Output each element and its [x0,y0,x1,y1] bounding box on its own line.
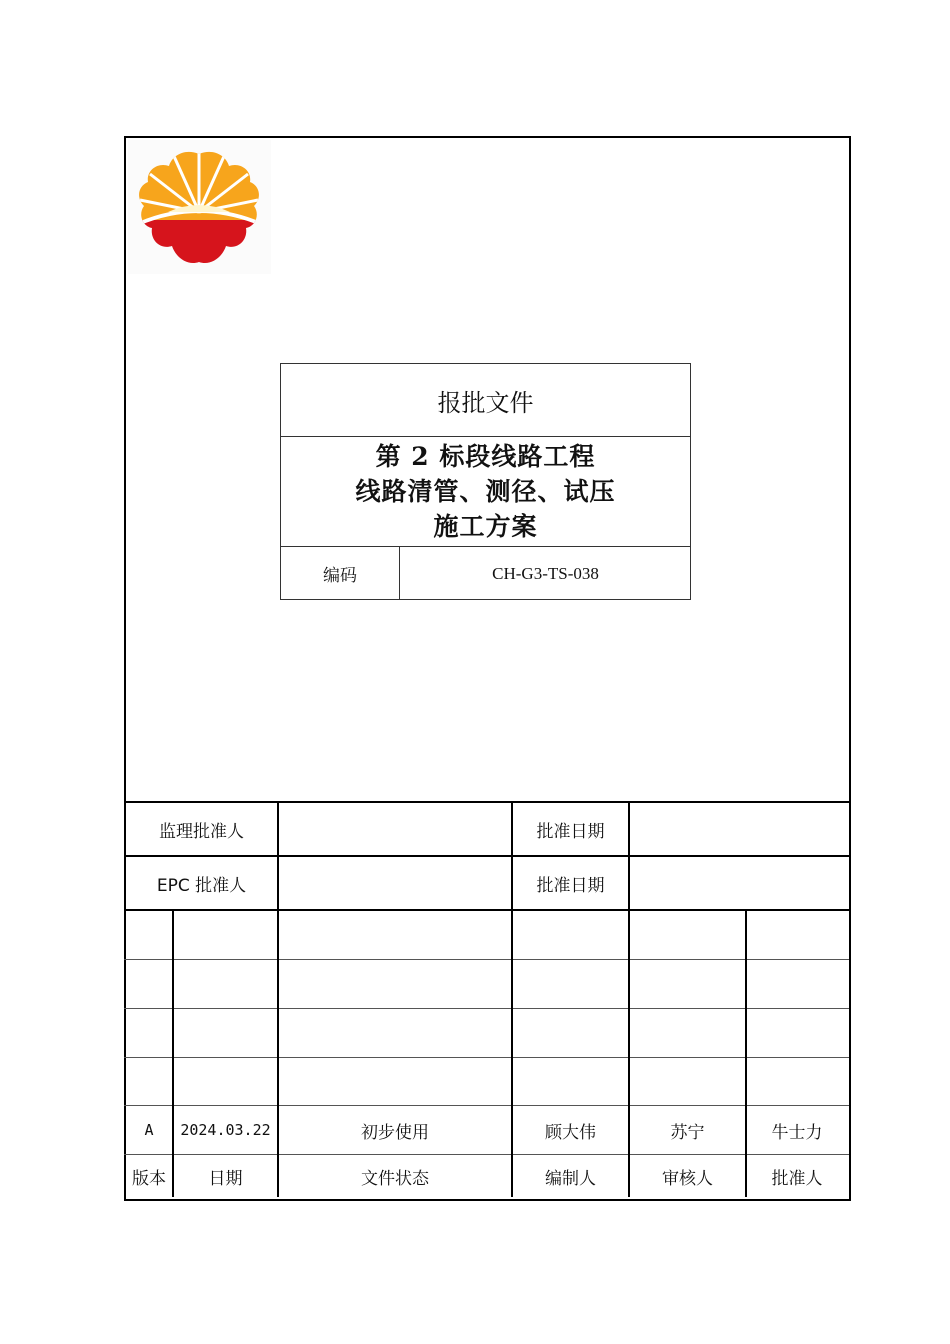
header-version: 版本 [132,1168,166,1189]
logo-emblem-icon [128,140,271,274]
supervisor-date-label: 批准日期 [536,821,605,842]
epc-date-label: 批准日期 [536,875,605,896]
header-approved-by: 批准人 [771,1168,823,1189]
document-title [281,437,690,547]
table-row-border [124,959,849,960]
title-line-1: 第 2 标段线路工程 [375,442,596,471]
epc-approver-label: EPC 批准人 [156,875,247,896]
document-frame [124,136,851,1201]
revision-reviewed-by: 苏宁 [670,1122,705,1143]
revision-version: A [144,1121,154,1139]
table-row-border [124,1008,849,1009]
title-line-3: 施工方案 [433,512,538,541]
revision-approved-by: 牛士力 [771,1122,823,1143]
code-value: CH-G3-TS-038 [492,563,599,583]
title-line-2: 线路清管、测径、试压 [355,477,616,506]
revision-status: 初步使用 [361,1122,429,1143]
title-box [280,363,691,600]
company-logo [128,140,271,274]
supervisor-approver-label: 监理批准人 [159,821,244,842]
revision-prepared-by: 顾大伟 [545,1122,596,1143]
table-row-border [124,909,849,911]
code-label: 编码 [281,547,400,600]
document-type: 报批文件 [281,364,690,437]
header-reviewed-by: 审核人 [662,1168,713,1189]
table-row-border [124,1057,849,1058]
header-prepared-by: 编制人 [545,1168,596,1189]
revision-date: 2024.03.22 [180,1121,271,1139]
header-status: 文件状态 [361,1168,429,1189]
header-date: 日期 [208,1168,243,1189]
